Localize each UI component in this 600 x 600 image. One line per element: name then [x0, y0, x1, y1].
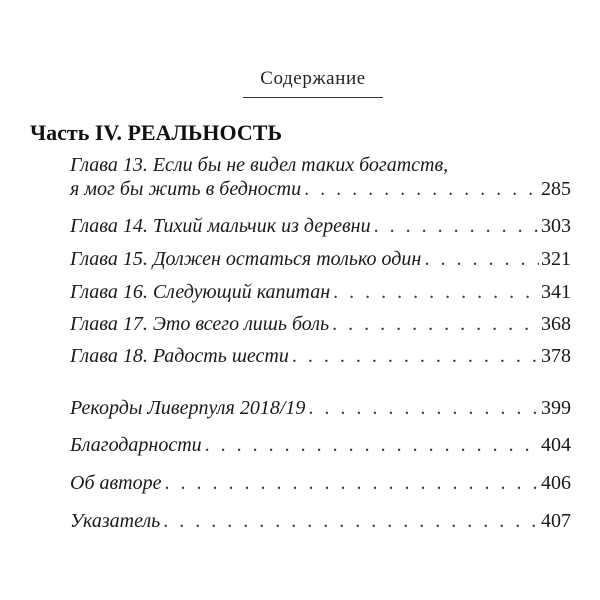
toc-entry-chapter-14: [70, 214, 571, 238]
toc-entry-page: 321: [541, 248, 571, 270]
toc-entry-chapter-15: [70, 247, 571, 271]
toc-entry-page: 399: [541, 397, 571, 419]
toc-entry-page: 341: [541, 281, 571, 303]
dot-leader: [308, 396, 539, 420]
toc-entry-label: Рекорды Ливерпуля 2018/19: [70, 397, 306, 419]
toc-entry-acknowledgements: [70, 433, 571, 457]
dot-leader: [205, 433, 539, 457]
toc-entry-chapter-16: [70, 280, 571, 304]
toc-entry-label: Глава 14. Тихий мальчик из деревни: [70, 215, 371, 237]
toc-entry-about-author: [70, 471, 571, 495]
toc-entry-chapter-18: [70, 344, 571, 368]
dot-leader: [163, 509, 539, 533]
dot-leader: [374, 214, 539, 238]
toc-entry-page: 368: [541, 313, 571, 335]
toc-entry-page: 407: [541, 510, 571, 532]
toc-entry-label: я мог бы жить в бедности: [70, 178, 302, 200]
heading-underline: [243, 97, 383, 98]
toc-entry-label: Об авторе: [70, 472, 162, 494]
toc-entry-label: Глава 17. Это всего лишь боль: [70, 313, 330, 335]
toc-entry-chapter-13: [70, 153, 571, 201]
toc-entry-page: 378: [541, 345, 571, 367]
toc-entry-records: [70, 396, 571, 420]
toc-heading: Содержание: [260, 68, 366, 89]
dot-leader: [304, 177, 539, 201]
toc-entry-page: 285: [541, 178, 571, 200]
toc-entry-chapter-17: [70, 312, 571, 336]
dot-leader: [292, 344, 539, 368]
toc-entry-label: Глава 18. Радость шести: [70, 345, 289, 367]
toc-entry-label: Указатель: [70, 510, 161, 532]
dot-leader: [424, 247, 539, 271]
dot-leader: [333, 280, 539, 304]
toc-entry-page: 404: [541, 434, 571, 456]
dot-leader: [332, 312, 539, 336]
dot-leader: [165, 471, 539, 495]
toc-entry-page: 303: [541, 215, 571, 237]
toc-entry-label: Благодарности: [70, 434, 202, 456]
toc-entry-page: 406: [541, 472, 571, 494]
toc-entry-label: Глава 16. Следующий капитан: [70, 281, 331, 303]
toc-entry-first-line: Глава 13. Если бы не видел таких богатств,: [70, 154, 449, 176]
part-title: Часть IV. РЕАЛЬНОСТЬ: [30, 120, 283, 145]
toc-entry-index: [70, 509, 571, 533]
toc-entry-label: Глава 15. Должен остаться только один: [70, 248, 422, 270]
